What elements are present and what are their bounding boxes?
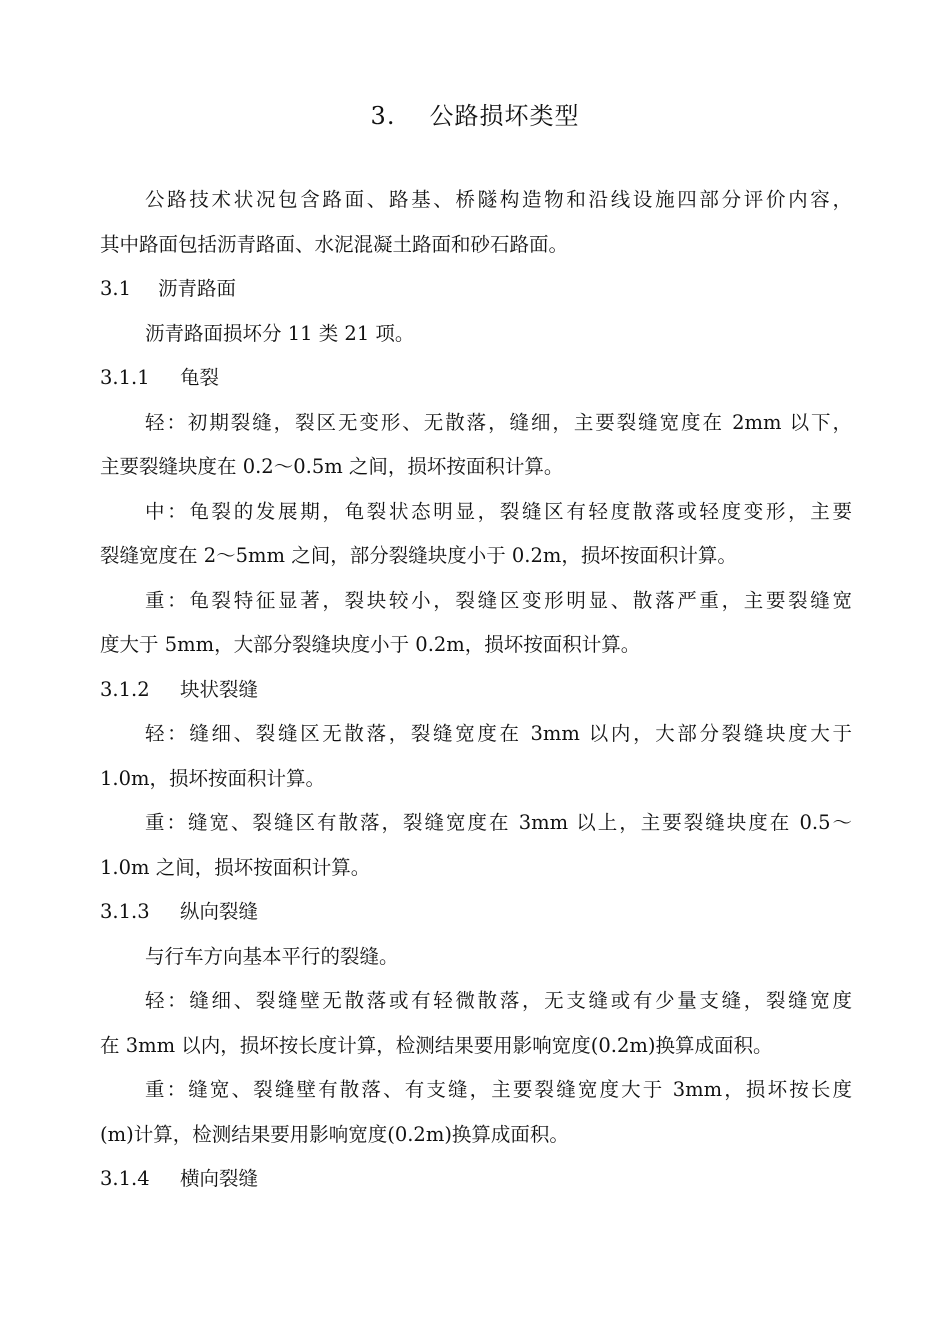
section-number: 3.1.3 <box>100 900 150 923</box>
document-body <box>100 178 852 1202</box>
paragraph-line: 1.0m，损坏按面积计算。 <box>100 766 326 790</box>
paragraph-line: 重：龟裂特征显著，裂块较小，裂缝区变形明显、散落严重，主要裂缝宽 <box>145 588 852 612</box>
section-heading <box>100 890 852 935</box>
paragraph-line: 轻：缝细、裂缝壁无散落或有轻微散落，无支缝或有少量支缝，裂缝宽度 <box>145 989 852 1012</box>
section-number: 3.1 <box>100 277 132 300</box>
paragraph-line: 裂缝宽度在 2～5mm 之间，部分裂缝块度小于 0.2m，损坏按面积计算。 <box>100 544 737 567</box>
title-text: 公路损坏类型 <box>429 102 580 130</box>
paragraph-line: 主要裂缝块度在 0.2～0.5m 之间，损坏按面积计算。 <box>100 455 564 478</box>
paragraph-line: 其中路面包括沥青路面、水泥混凝土路面和砂石路面。 <box>100 232 569 256</box>
paragraph-line: 重：缝宽、裂缝壁有散落、有支缝，主要裂缝宽度大于 3mm，损坏按长度 <box>145 1078 852 1101</box>
section-number: 3.1.4 <box>100 1167 150 1190</box>
section-heading <box>100 267 852 312</box>
section-title: 龟裂 <box>180 366 220 389</box>
paragraph-line: 1.0m 之间，损坏按面积计算。 <box>100 855 371 879</box>
paragraph-line: 公路技术状况包含路面、路基、桥隧构造物和沿线设施四部分评价内容， <box>145 188 852 211</box>
paragraph-line: 与行车方向基本平行的裂缝。 <box>145 944 399 968</box>
section-heading <box>100 1157 852 1202</box>
paragraph-line: 沥青路面损坏分 11 类 21 项。 <box>145 321 415 345</box>
section-heading <box>100 668 852 713</box>
section-title: 块状裂缝 <box>180 677 259 701</box>
paragraph-line: 重：缝宽、裂缝区有散落，裂缝宽度在 3mm 以上，主要裂缝块度在 0.5～ <box>145 811 852 834</box>
title-number: 3. <box>370 102 396 130</box>
paragraph-line: 轻：初期裂缝，裂区无变形、无散落，缝细，主要裂缝宽度在 2mm 以下， <box>145 410 852 434</box>
paragraph-line: (m)计算，检测结果要用影响宽度(0.2m)换算成面积。 <box>100 1122 569 1146</box>
paragraph-line: 在 3mm 以内，损坏按长度计算，检测结果要用影响宽度(0.2m)换算成面积。 <box>100 1033 773 1057</box>
section-title: 纵向裂缝 <box>180 900 259 923</box>
section-heading <box>100 356 852 401</box>
section-number: 3.1.2 <box>100 677 150 701</box>
section-title: 横向裂缝 <box>180 1167 259 1190</box>
paragraph-line: 中：龟裂的发展期，龟裂状态明显，裂缝区有轻度散落或轻度变形，主要 <box>145 499 852 523</box>
paragraph-line: 轻：缝细、裂缝区无散落，裂缝宽度在 3mm 以内，大部分裂缝块度大于 <box>145 722 852 745</box>
section-number: 3.1.1 <box>100 366 150 389</box>
page-title <box>0 96 950 136</box>
paragraph-line: 度大于 5mm，大部分裂缝块度小于 0.2m，损坏按面积计算。 <box>100 633 641 656</box>
section-title: 沥青路面 <box>158 277 237 300</box>
